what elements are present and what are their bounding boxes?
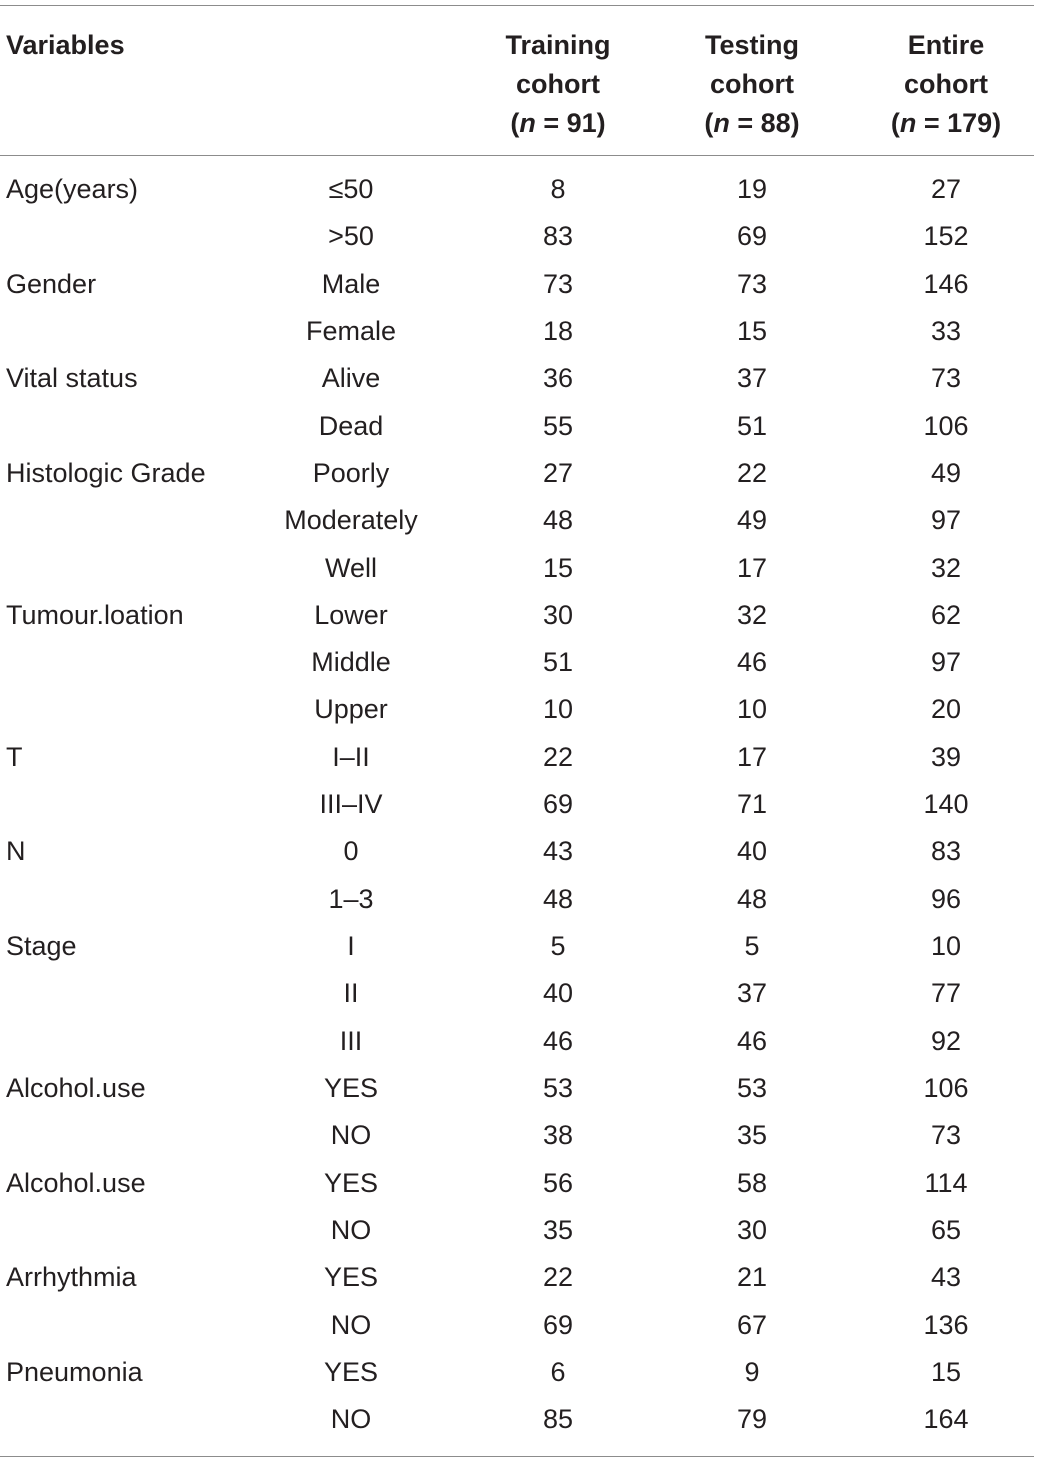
table-row	[0, 168, 1040, 215]
row-variable: Gender	[6, 268, 97, 299]
row-training-count: 53	[542, 1072, 574, 1103]
row-testing-count: 35	[736, 1120, 768, 1151]
row-training-count: 10	[542, 694, 574, 725]
row-testing-count: 15	[736, 315, 768, 346]
row-category: Female	[305, 315, 397, 346]
row-category: I–II	[332, 741, 370, 772]
row-testing-count: 22	[736, 457, 768, 488]
row-entire-count: 33	[930, 315, 962, 346]
table-row	[0, 830, 1040, 877]
row-testing-count: 71	[736, 789, 768, 820]
row-entire-count: 73	[930, 363, 962, 394]
row-category: NO	[330, 1309, 372, 1340]
table-row	[0, 972, 1040, 1019]
row-variable: Pneumonia	[6, 1356, 143, 1387]
row-category: YES	[323, 1262, 379, 1293]
header-testing-n-var: n	[713, 108, 730, 138]
row-training-count: 30	[542, 599, 574, 630]
table-row	[0, 452, 1040, 499]
row-entire-count: 73	[930, 1120, 962, 1151]
row-entire-count: 114	[924, 1167, 968, 1198]
row-entire-count: 62	[930, 599, 962, 630]
row-category: Lower	[314, 599, 388, 630]
row-entire-count: 106	[923, 410, 969, 441]
row-entire-count: 10	[930, 931, 962, 961]
header-testing-n-open: (	[704, 108, 714, 138]
row-variable: Alcohol.use	[6, 1072, 146, 1103]
table-row	[0, 594, 1040, 641]
row-training-count: 5	[550, 931, 566, 961]
row-testing-count: 17	[736, 741, 768, 772]
row-variable: Stage	[6, 931, 77, 961]
row-category: 0	[343, 836, 359, 867]
row-category: Male	[321, 268, 381, 299]
row-category: >50	[328, 221, 374, 252]
table-row	[0, 1020, 1040, 1067]
row-entire-count: 96	[930, 883, 962, 914]
row-entire-count: 27	[930, 174, 962, 204]
row-category: YES	[323, 1356, 379, 1387]
header-training-cohort	[458, 26, 658, 143]
table-row	[0, 1398, 1040, 1445]
row-testing-count: 79	[736, 1404, 768, 1435]
row-training-count: 36	[542, 363, 574, 394]
row-testing-count: 49	[736, 505, 768, 536]
row-training-count: 6	[550, 1356, 566, 1387]
row-training-count: 35	[542, 1214, 574, 1245]
row-training-count: 69	[542, 789, 574, 820]
header-training-n-open: (	[510, 108, 520, 138]
row-training-count: 73	[542, 268, 574, 299]
row-entire-count: 92	[930, 1025, 962, 1056]
row-entire-count: 146	[923, 268, 969, 299]
row-training-count: 18	[542, 315, 574, 346]
table-row	[0, 1162, 1040, 1209]
row-testing-count: 67	[736, 1309, 768, 1340]
table-row	[0, 499, 1040, 546]
table-row	[0, 310, 1040, 357]
row-category: Moderately	[284, 505, 418, 536]
table-row	[0, 736, 1040, 783]
header-entire-cohort	[846, 26, 1040, 143]
row-testing-count: 53	[736, 1072, 768, 1103]
header-entire-n-var: n	[899, 108, 917, 138]
table-row	[0, 215, 1040, 262]
row-category: III	[339, 1025, 363, 1056]
header-testing-n	[652, 104, 852, 143]
row-training-count: 15	[542, 552, 574, 583]
header-entire-n-value: = 179)	[916, 108, 1002, 138]
header-training-n	[458, 104, 658, 143]
row-entire-count: 39	[930, 741, 962, 772]
header-training-line2: cohort	[516, 69, 600, 99]
row-entire-count: 97	[930, 647, 962, 678]
row-testing-count: 37	[736, 978, 768, 1009]
table-row	[0, 263, 1040, 310]
row-category: NO	[330, 1404, 372, 1435]
row-training-count: 83	[542, 221, 574, 252]
row-training-count: 43	[542, 836, 574, 867]
row-entire-count: 65	[930, 1214, 962, 1245]
row-category: Well	[324, 552, 377, 583]
table-row	[0, 1067, 1040, 1114]
row-testing-count: 46	[736, 1025, 768, 1056]
row-training-count: 56	[542, 1167, 574, 1198]
row-testing-count: 30	[736, 1214, 768, 1245]
row-training-count: 46	[542, 1025, 574, 1056]
table-row	[0, 878, 1040, 925]
row-category: Poorly	[312, 457, 390, 488]
row-training-count: 85	[542, 1404, 574, 1435]
row-testing-count: 69	[736, 221, 768, 252]
row-variable: Vital status	[6, 363, 138, 394]
table-row	[0, 688, 1040, 735]
table-row	[0, 925, 1040, 972]
header-testing-cohort	[652, 26, 852, 143]
row-variable: N	[6, 836, 26, 867]
row-entire-count: 152	[923, 221, 969, 252]
header-training-n-var: n	[519, 108, 536, 138]
row-category: Middle	[311, 647, 391, 678]
row-entire-count: 77	[930, 978, 962, 1009]
row-category: Dead	[318, 410, 384, 441]
row-entire-count: 164	[923, 1404, 969, 1435]
header-entire-n-open: (	[890, 108, 900, 138]
header-entire-n	[846, 104, 1040, 143]
row-category: Alive	[321, 363, 381, 394]
row-training-count: 38	[542, 1120, 574, 1151]
row-variable: Age(years)	[6, 174, 139, 204]
table-header	[0, 20, 1040, 150]
row-entire-count: 32	[930, 552, 962, 583]
row-category: YES	[323, 1072, 379, 1103]
table-body	[0, 168, 1040, 1445]
header-testing-n-value: = 88)	[729, 108, 800, 138]
row-variable: Histologic Grade	[6, 457, 206, 488]
table-header-rule	[0, 155, 1034, 156]
row-category: III–IV	[319, 789, 383, 820]
row-category: Upper	[314, 694, 388, 725]
table-row	[0, 405, 1040, 452]
row-testing-count: 40	[736, 836, 768, 867]
table-row	[0, 1256, 1040, 1303]
table-bottom-rule	[0, 1456, 1034, 1457]
header-variables: Variables	[6, 30, 125, 60]
row-testing-count: 17	[736, 552, 768, 583]
row-entire-count: 136	[923, 1309, 969, 1340]
row-category: NO	[330, 1120, 372, 1151]
header-testing-line2: cohort	[710, 69, 794, 99]
header-training-n-value: = 91)	[535, 108, 606, 138]
row-variable: Alcohol.use	[6, 1167, 146, 1198]
header-entire-line1: Entire	[907, 30, 985, 60]
row-training-count: 22	[542, 1262, 574, 1293]
table-row	[0, 1209, 1040, 1256]
row-entire-count: 20	[930, 694, 962, 725]
header-entire-line2: cohort	[904, 69, 988, 99]
row-entire-count: 83	[930, 836, 962, 867]
row-entire-count: 140	[923, 789, 969, 820]
row-variable: T	[6, 741, 23, 772]
row-training-count: 51	[542, 647, 574, 678]
table-row	[0, 547, 1040, 594]
row-training-count: 40	[542, 978, 574, 1009]
row-category: I	[347, 931, 355, 961]
header-training-line1: Training	[505, 30, 611, 60]
row-training-count: 48	[542, 505, 574, 536]
row-entire-count: 106	[923, 1072, 969, 1103]
row-training-count: 48	[542, 883, 574, 914]
row-category: II	[343, 978, 359, 1009]
row-variable: Arrhythmia	[6, 1262, 137, 1293]
row-training-count: 27	[542, 457, 574, 488]
table-row	[0, 1351, 1040, 1398]
row-entire-count: 43	[930, 1262, 962, 1293]
table-row	[0, 1114, 1040, 1161]
row-entire-count: 97	[930, 505, 962, 536]
row-testing-count: 9	[744, 1356, 760, 1387]
row-variable: Tumour.loation	[6, 599, 184, 630]
row-testing-count: 73	[736, 268, 768, 299]
row-testing-count: 32	[736, 599, 768, 630]
row-testing-count: 10	[736, 694, 768, 725]
row-training-count: 22	[542, 741, 574, 772]
row-entire-count: 15	[930, 1356, 962, 1387]
row-training-count: 69	[542, 1309, 574, 1340]
row-category: 1–3	[328, 883, 374, 914]
row-category: NO	[330, 1214, 372, 1245]
row-training-count: 8	[550, 174, 566, 204]
table-row	[0, 783, 1040, 830]
row-training-count: 55	[542, 410, 574, 441]
row-testing-count: 46	[736, 647, 768, 678]
row-testing-count: 51	[736, 410, 768, 441]
row-testing-count: 37	[736, 363, 768, 394]
row-testing-count: 21	[736, 1262, 768, 1293]
row-entire-count: 49	[930, 457, 962, 488]
row-category: YES	[323, 1167, 379, 1198]
header-testing-line1: Testing	[705, 30, 799, 60]
row-category: ≤50	[328, 174, 374, 204]
table-row	[0, 641, 1040, 688]
table-row	[0, 357, 1040, 404]
row-testing-count: 19	[736, 174, 768, 204]
table-top-rule	[0, 5, 1034, 6]
row-testing-count: 5	[744, 931, 760, 961]
row-testing-count: 48	[736, 883, 768, 914]
table-row	[0, 1304, 1040, 1351]
row-testing-count: 58	[736, 1167, 768, 1198]
